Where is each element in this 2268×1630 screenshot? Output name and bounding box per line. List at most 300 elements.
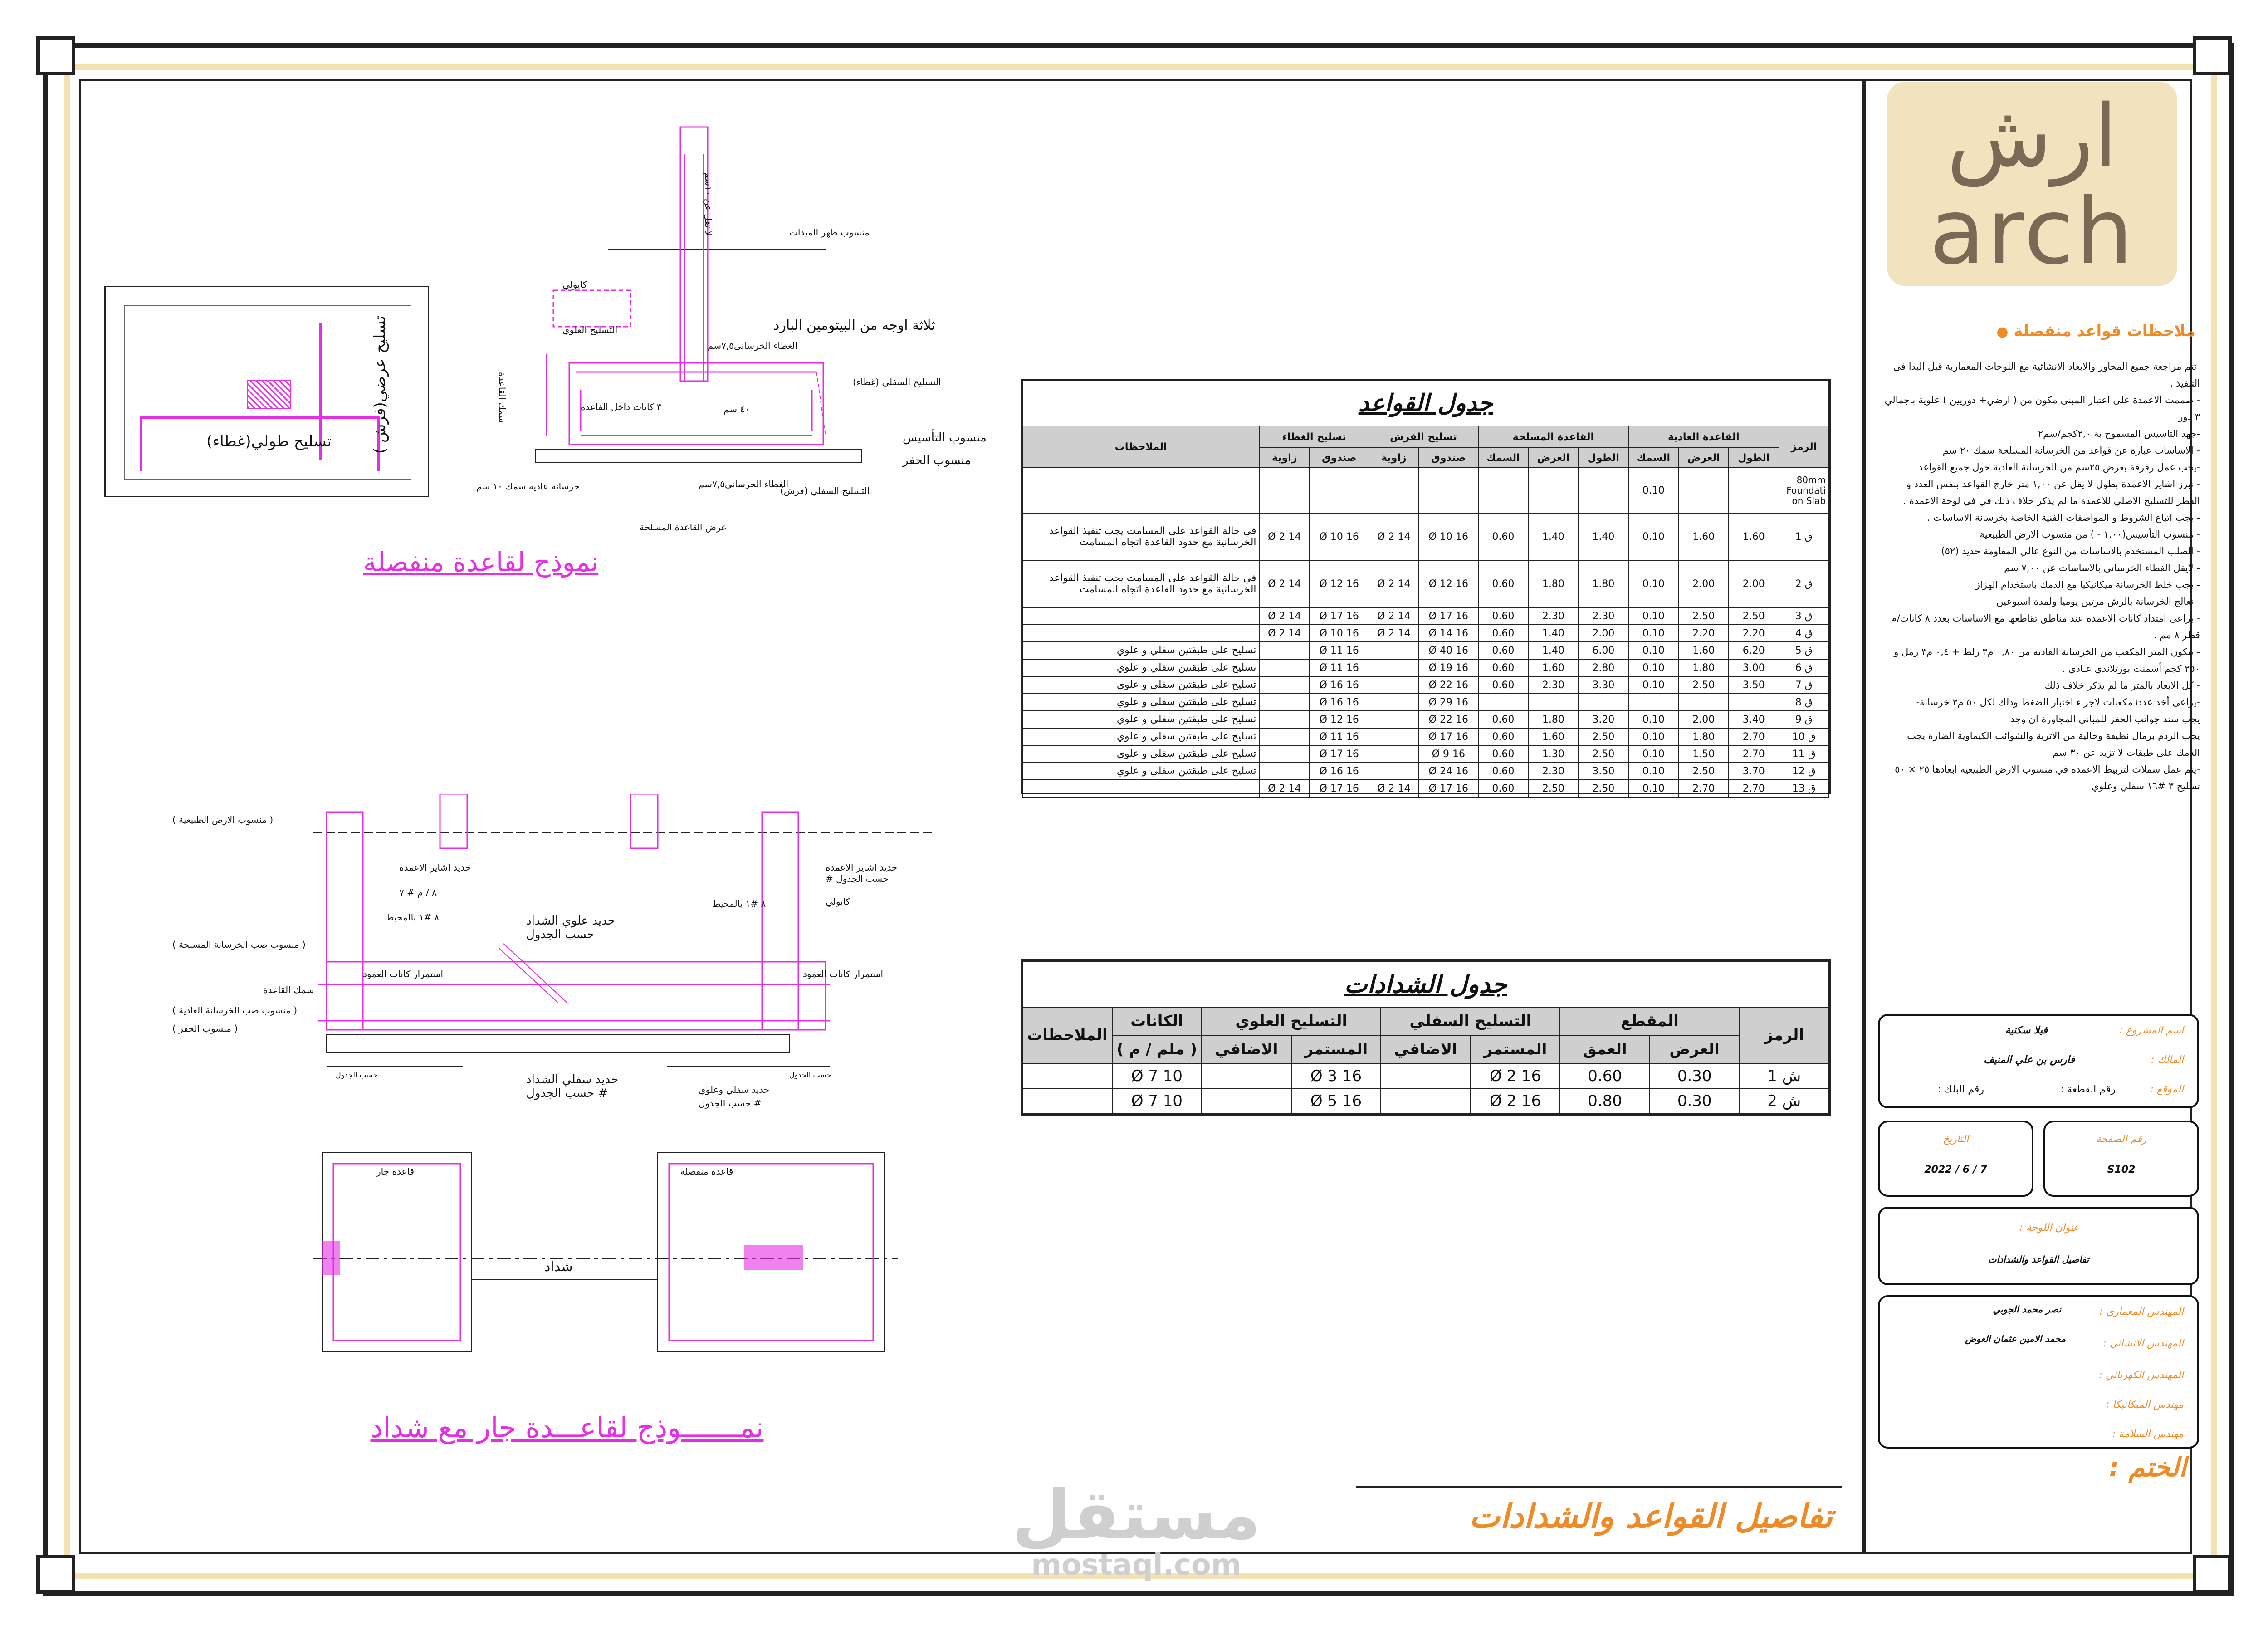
label-no-less: لا تقل عن ١٠سم <box>703 172 714 236</box>
notes-title: ملاحظات قواعد منفصلة ● <box>1996 322 2195 340</box>
table-cell: 2.70 <box>1729 780 1779 797</box>
note-item: - صممت الاعمدة على اعتبار المبنى مكون من ( ارضي+ دوريين ) علوية باجمالي ٣ دور <box>1884 395 2200 422</box>
plot-label: رقم القطعة : <box>2060 1084 2116 1095</box>
date-box <box>1878 1121 2033 1197</box>
table-cell: 2.70 <box>1729 728 1779 745</box>
table-cell: 0.10 <box>1628 468 1678 513</box>
table-row <box>1022 1063 1829 1088</box>
table-cell: 16 Ø 10 <box>1310 625 1369 642</box>
table-cell: 2.00 <box>1679 560 1729 607</box>
table-cell <box>1260 642 1310 659</box>
table-cell: 0.10 <box>1628 659 1678 676</box>
table-cell: 0.60 <box>1478 642 1528 659</box>
label-peri: ٨ #١ بالمحيط <box>386 912 440 923</box>
table-cell: 2.50 <box>1729 607 1779 625</box>
watermark-latin: mostaql.com <box>1031 1548 1242 1582</box>
table-cell: 3.50 <box>1579 763 1628 780</box>
table-cell: 2.70 <box>1729 745 1779 763</box>
table-cell: 2.50 <box>1679 763 1729 780</box>
ties-grid <box>1022 961 1829 1114</box>
table-cell <box>1022 625 1260 642</box>
table-row <box>1022 728 1829 745</box>
table-cell: 3.50 <box>1729 676 1779 694</box>
note-item: -يتم عمل سملات لتربيط الاعمدة في منسوب الارض الطبيعية ابعادها ٢٥ × ٥٠ تسليح ٣ #١٦ سفلي وعلوي <box>1895 764 2200 792</box>
table-cell: 16 Ø 17 <box>1310 745 1369 763</box>
page-label: رقم الصفحة <box>2096 1134 2147 1145</box>
label-bitumen: ثلاثة اوجه من البيتومين البارد <box>773 318 935 333</box>
table-cell: 3.00 <box>1729 659 1779 676</box>
table-cell: تسليح على طبقتين سفلي و علوي <box>1022 694 1260 711</box>
table-cell: 1.60 <box>1528 659 1578 676</box>
mech-label: مهندس الميكانيكا : <box>2106 1399 2184 1410</box>
label-starter2: حديد اشاير الاعمدة <box>826 862 898 873</box>
label-thickness: سمك القاعدة <box>497 372 508 423</box>
table-cell: 14 Ø 2 <box>1369 780 1419 797</box>
isolated-footing-plan <box>104 286 429 497</box>
table-cell: 14 Ø 2 <box>1369 513 1419 560</box>
table-cell <box>1260 728 1310 745</box>
label-bottom-rft2: التسليح السفلي (فرش) <box>780 485 870 496</box>
table-cell <box>1381 1089 1471 1114</box>
table-cell: 14 Ø 2 <box>1260 780 1310 797</box>
note-item: - يجب اتباع الشروط و المواصفات الفنية الخاصة بخرسانة الاساسات . <box>1927 512 2200 523</box>
sheet-title-box <box>1878 1207 2199 1285</box>
table-cell: 16 Ø 11 <box>1310 728 1369 745</box>
table-cell: تسليح على طبقتين سفلي و علوي <box>1022 659 1260 676</box>
table-cell <box>1369 642 1419 659</box>
watermark <box>989 1476 1284 1582</box>
table-cell: 0.60 <box>1478 625 1528 642</box>
sub-header: الاضافي <box>1381 1035 1471 1063</box>
table-cell <box>1369 468 1419 513</box>
table-cell <box>1369 763 1419 780</box>
table-cell: تسليح على طبقتين سفلي و علوي <box>1022 745 1260 763</box>
table-cell <box>1369 745 1419 763</box>
table-cell: 3.30 <box>1579 676 1628 694</box>
sub-header: زاوية <box>1260 448 1310 468</box>
sub-header: المستمر <box>1471 1035 1560 1063</box>
title-block-separator <box>1862 79 1866 1554</box>
table-row <box>1022 676 1829 694</box>
table-cell: ق 10 <box>1779 728 1829 745</box>
table-cell <box>1022 607 1260 625</box>
table-cell <box>1369 728 1419 745</box>
stamp-label: الختم : <box>2109 1452 2186 1483</box>
footings-grid <box>1022 380 1829 798</box>
arch-label: المهندس المعماري : <box>2099 1306 2184 1317</box>
elec-label: المهندس الكهربائي : <box>2099 1370 2184 1381</box>
table-cell: 1.40 <box>1528 513 1578 560</box>
table-row <box>1022 1089 1829 1114</box>
table-cell <box>1729 468 1779 513</box>
table-cell: 0.60 <box>1478 780 1528 797</box>
table-cell <box>1419 468 1478 513</box>
label-dig-level: منسوب الحفر <box>903 454 971 467</box>
table-cell: ق 3 <box>1779 607 1829 625</box>
table-cell: ش 2 <box>1739 1089 1829 1114</box>
table-cell: 2.00 <box>1579 625 1628 642</box>
table-cell <box>1369 694 1419 711</box>
col-bottom-rft: تسليح الفرش <box>1369 426 1478 448</box>
table-row <box>1022 711 1829 728</box>
page-number-box <box>2043 1121 2199 1197</box>
table-cell: تسليح على طبقتين سفلي و علوي <box>1022 676 1260 694</box>
table-cell: 0.60 <box>1478 763 1528 780</box>
table-cell <box>1528 468 1578 513</box>
table-cell: 2.50 <box>1679 676 1729 694</box>
label-cont-left: استمرار كانات العمود <box>363 969 444 979</box>
label-cont-right: استمرار كانات العمود <box>803 969 884 979</box>
sub-header: صندوق <box>1419 448 1478 468</box>
table-cell: 16 Ø 14 <box>1419 625 1478 642</box>
table-cell <box>1478 468 1528 513</box>
corner-ornament <box>2193 1555 2232 1594</box>
table-cell <box>1260 676 1310 694</box>
col-plain-footing: القاعدة العادية <box>1628 426 1779 448</box>
label-starter: حديد اشاير الاعمدة <box>399 862 471 873</box>
table-cell: ق 5 <box>1779 642 1829 659</box>
note-item: - يتكون المتر المكعب من الخرسانة العاديه من ٠,٨٠ م٣ زلط + ٠,٤ م٣ رمل و ٢٥٠ كجم أسمنت بورتلاندي عـادي . <box>1894 646 2200 674</box>
table-cell: 1.80 <box>1528 711 1578 728</box>
col-rc-footing: القاعدة المسلحة <box>1478 426 1628 448</box>
table-cell: 14 Ø 2 <box>1260 607 1310 625</box>
table-cell: 16 Ø 10 <box>1419 513 1478 560</box>
table-cell: 16 Ø 22 <box>1419 711 1478 728</box>
col-notes: الملاحظات <box>1022 426 1260 468</box>
table-cell <box>1679 694 1729 711</box>
table-cell: 2.50 <box>1679 607 1729 625</box>
label-natural: ( منسوب الارض الطبيعية ) <box>172 814 274 825</box>
table-cell <box>1528 694 1578 711</box>
table-cell <box>1579 694 1628 711</box>
table-row <box>1022 745 1829 763</box>
note-item: - يجب خلط الخرسانة ميكانيكيا مع الدمك باستخدام الهزاز <box>1975 579 2200 590</box>
label-forty: ٤٠ سم <box>723 404 750 415</box>
date-label: التاريخ <box>1942 1134 1969 1145</box>
table-cell: 14 Ø 2 <box>1369 625 1419 642</box>
col-bottom: التسليح السفلي <box>1381 1007 1560 1035</box>
note-item: -يراعى أخذ عدد٦مكعبات لاجراء اختبار الضغط وذلك لكل ٥٠ م٣ خرسانة- <box>1916 697 2200 708</box>
table-cell: 0.10 <box>1628 513 1678 560</box>
table-cell <box>1022 1063 1112 1088</box>
table-cell: ق 12 <box>1779 763 1829 780</box>
page-value: S102 <box>2107 1164 2136 1175</box>
note-item: -يجب عمل رفرفة بعرض ٢٥سم من الخرسانة العادية حول جميع القواعد <box>1918 462 2200 473</box>
table-cell <box>1310 468 1369 513</box>
table-cell <box>1202 1063 1291 1088</box>
label-tie-bottom: حديد سفلي الشداد <box>526 1073 619 1087</box>
table-cell <box>1579 468 1628 513</box>
table-cell: 0.10 <box>1628 780 1678 797</box>
sub-header: الطول <box>1729 448 1779 468</box>
note-item: - كل الابعاد بالمتر ما لم يذكر خلاف ذلك <box>2044 680 2200 691</box>
note-item: -جهد التاسيس المسموح بة ٢,٠كجم/سم٢ <box>2038 428 2200 439</box>
sub-header: الاضافي <box>1202 1035 1291 1063</box>
table-cell: 16 Ø 16 <box>1310 676 1369 694</box>
table-cell: 16 Ø 5 <box>1291 1089 1381 1114</box>
table-cell: 80mm Foundati on Slab <box>1779 468 1829 513</box>
table-cell: 1.80 <box>1579 560 1628 607</box>
table-cell: 0.60 <box>1478 560 1528 607</box>
table-cell <box>1260 468 1310 513</box>
col-top: التسليح العلوي <box>1202 1007 1381 1035</box>
project-info-box <box>1878 1014 2199 1108</box>
table-cell: 0.60 <box>1478 711 1528 728</box>
table-cell: ق 11 <box>1779 745 1829 763</box>
ties-title: جدول الشدادات <box>1022 961 1829 1007</box>
table-cell: 2.50 <box>1579 745 1628 763</box>
table-cell: 16 Ø 16 <box>1310 694 1369 711</box>
label-cover: الغطاء الخرسانى٧,٥سم <box>708 340 798 351</box>
table-cell <box>1022 1089 1112 1114</box>
table-cell: تسليح على طبقتين سفلي و علوي <box>1022 763 1260 780</box>
table-cell: تسليح على طبقتين سفلي و علوي <box>1022 642 1260 659</box>
label-top-rft: التسليح العلوي <box>562 324 618 335</box>
table-cell: 14 Ø 2 <box>1260 625 1310 642</box>
table-cell: 2.70 <box>1679 780 1729 797</box>
table-cell: 16 Ø 2 <box>1471 1063 1560 1088</box>
label-found-level: منسوب التأسيس <box>903 431 987 445</box>
table-cell: ق 2 <box>1779 560 1829 607</box>
table-cell <box>1202 1089 1291 1114</box>
table-cell: 1.60 <box>1679 642 1729 659</box>
table-cell: 0.30 <box>1650 1063 1740 1088</box>
column-hatch <box>247 380 291 409</box>
note-item: - لايقل الغطاء الخرساني بالاساسات عن ٧,٠٠ سم <box>2004 563 2200 573</box>
table-cell: ق 9 <box>1779 711 1829 728</box>
label-per-table2: حسب الجدول <box>526 928 595 941</box>
col-symbol: الرمز <box>1739 1007 1829 1064</box>
table-cell: 16 Ø 24 <box>1419 763 1478 780</box>
table-cell: 0.80 <box>1560 1089 1650 1114</box>
table-cell <box>1729 694 1779 711</box>
sub-header: الطول <box>1579 448 1628 468</box>
table-cell: 1.30 <box>1528 745 1578 763</box>
table-cell: 2.50 <box>1528 780 1578 797</box>
table-cell <box>1260 745 1310 763</box>
table-cell: 16 Ø 11 <box>1310 642 1369 659</box>
table-cell <box>1369 676 1419 694</box>
label-bottom-rft: التسليح السفلي (غطاء) <box>853 377 941 387</box>
label-per-table4: # حسب الجدول <box>699 1098 762 1109</box>
table-cell: 16 Ø 11 <box>1310 659 1369 676</box>
owner-value: فارس بن علي المنيف <box>1984 1054 2075 1066</box>
label-per-table3: # حسب الجدول <box>526 1087 608 1100</box>
sheet-title-underline <box>1356 1486 1842 1488</box>
table-cell: 14 Ø 2 <box>1260 560 1310 607</box>
table-cell: 1.80 <box>1679 728 1729 745</box>
table-cell: 1.80 <box>1528 560 1578 607</box>
table-cell: 2.00 <box>1729 560 1779 607</box>
table-cell: 1.40 <box>1528 625 1578 642</box>
isolated-footing-title: نموذج لقاعدة منفصلة <box>363 547 599 578</box>
sub-header: السمك <box>1628 448 1678 468</box>
label-dig: ( منسوب الحفر ) <box>172 1023 238 1034</box>
table-cell <box>1260 763 1310 780</box>
table-cell: 2.30 <box>1579 607 1628 625</box>
table-cell: ق 13 <box>1779 780 1829 797</box>
note-item: - منسوب التأسيس(١,٠٠ - ) من منسوب الارض الطبيعية <box>1980 529 2200 540</box>
table-cell: 16 Ø 2 <box>1471 1089 1560 1114</box>
table-cell: 3.20 <box>1579 711 1628 728</box>
label-bottom-top: حديد سفلي وعلوي <box>699 1084 770 1095</box>
logo <box>1887 82 2177 286</box>
label-by-table-left: حسب الجدول <box>336 1071 378 1079</box>
table-cell: 0.10 <box>1628 560 1678 607</box>
table-cell: 0.60 <box>1478 607 1528 625</box>
sheet-value: تفاصيل القواعد والشدادات <box>1988 1254 2089 1265</box>
label-tie: شداد <box>544 1259 573 1275</box>
engineers-box <box>1878 1295 2199 1449</box>
label-footing-width: عرض القاعدة المسلحة <box>640 522 727 533</box>
table-cell: 0.60 <box>1478 513 1528 560</box>
table-cell: 16 Ø 3 <box>1291 1063 1381 1088</box>
struct-value: محمد الامين عثمان العوض <box>1965 1333 2066 1344</box>
watermark-arabic: مستقل <box>1012 1476 1261 1555</box>
table-cell: 3.40 <box>1729 711 1779 728</box>
label-m8: ٨ / م # ٧ <box>399 887 437 898</box>
label-ground: منسوب ظهر الميدات <box>789 227 870 238</box>
ties-table <box>1021 959 1831 1116</box>
table-cell <box>1628 694 1678 711</box>
table-row <box>1022 780 1829 797</box>
plan-cross-label: تسليح عرضي(فرش ) <box>371 315 389 454</box>
owner-label: المالك : <box>2151 1054 2184 1066</box>
table-cell: 16 Ø 9 <box>1419 745 1478 763</box>
table-cell: 16 Ø 40 <box>1419 642 1478 659</box>
col-top-rft: تسليح الغطاء <box>1260 426 1369 448</box>
label-rc-level: ( منسوب صب الخرسانة المسلحة ) <box>172 939 306 950</box>
label-kaboli2: كابولي <box>826 896 850 907</box>
sheet-label: عنوان اللوحة : <box>2019 1222 2079 1234</box>
table-row <box>1022 694 1829 711</box>
sub-header: العرض <box>1528 448 1578 468</box>
sub-header: السمك <box>1478 448 1528 468</box>
arch-value: نصر محمد الجوبي <box>1993 1304 2061 1315</box>
label-thickness2: سمك القاعدة <box>263 984 314 995</box>
table-cell <box>1260 659 1310 676</box>
table-cell <box>1478 694 1528 711</box>
table-cell: في حالة القواعد على المسامت يجب تنفيذ القواعد الخرسانية مع حدود القاعدة اتجاه المسامت <box>1022 560 1260 607</box>
table-cell: 0.10 <box>1628 625 1678 642</box>
table-cell: 16 Ø 12 <box>1419 560 1478 607</box>
label-isolated: قاعدة منفصلة <box>680 1166 733 1177</box>
table-cell: 2.20 <box>1729 625 1779 642</box>
table-cell: 1.60 <box>1528 728 1578 745</box>
note-item: - الصلب المستخدم بالاساسات من النوع عالي المقاومة حديد (٥٢) <box>1941 546 2200 557</box>
note-item: - تعالج الخرسانة بالرش مرتين يوميا ولمدة اسبوعين <box>1996 596 2200 607</box>
table-cell: 2.80 <box>1579 659 1628 676</box>
block-label: رقم البلك : <box>1937 1084 1984 1095</box>
table-cell: 16 Ø 10 <box>1310 513 1369 560</box>
table-row <box>1022 468 1829 513</box>
note-item: - الاساسات عبارة عن قواعد من الخرسانة المسلحة سمك ٢٠ سم <box>1942 445 2200 456</box>
note-item: يجب سند جوانب الحفر للمباني المجاورة ان وجد <box>2010 714 2200 724</box>
table-cell: 0.10 <box>1628 607 1678 625</box>
table-cell: 16 Ø 16 <box>1310 763 1369 780</box>
corner-ornament <box>2193 36 2232 75</box>
label-neighbour: قاعدة جار <box>376 1166 415 1177</box>
table-cell: 0.60 <box>1478 728 1528 745</box>
table-cell: 14 Ø 2 <box>1369 560 1419 607</box>
table-cell <box>1369 711 1419 728</box>
sub-header: العمق <box>1560 1035 1650 1063</box>
note-item: - تبرز اشاير الاعمدة بطول لا يقل عن ١,٠٠ متر خارج القواعد بنفس العدد و القطر للتسليح الاصلي للاعمدة ما لم يذكر خلاف ذلك في في لوحة الاعمدة . <box>1903 479 2200 506</box>
label-plain-concrete: خرسانة عادية سمك ١٠ سم <box>476 481 580 492</box>
logo-latin: arch <box>1929 179 2135 285</box>
sheet-title: تفاصيل القواعد والشدادات <box>1469 1497 1833 1535</box>
table-cell: ق 8 <box>1779 694 1829 711</box>
table-cell: 14 Ø 2 <box>1260 513 1310 560</box>
table-cell: 0.60 <box>1478 745 1528 763</box>
table-cell: ش 1 <box>1739 1063 1829 1088</box>
table-cell: 14 Ø 2 <box>1369 607 1419 625</box>
table-cell: 1.40 <box>1528 642 1578 659</box>
sub-header: العرض <box>1679 448 1729 468</box>
corner-ornament <box>36 36 75 75</box>
sub-header: ( ملم / م ) <box>1112 1035 1202 1063</box>
table-cell: 10 Ø 7 <box>1112 1089 1202 1114</box>
label-bottom-cover: الغطاء الخرسانى٧,٥سم <box>699 479 789 489</box>
footings-title: جدول القواعد <box>1022 381 1829 426</box>
col-section: المقطع <box>1560 1007 1739 1035</box>
table-cell: 16 Ø 12 <box>1310 711 1369 728</box>
note-item: -تتم مراجعة جميع المحاور والابعاد الانشائية مع اللوحات المعمارية قبل البدا في التنفيذ . <box>1893 361 2200 389</box>
sub-header: العرض <box>1650 1035 1740 1063</box>
label-stirrups: ٣ كانات داخل القاعدة <box>581 401 662 412</box>
table-cell: 16 Ø 12 <box>1310 560 1369 607</box>
table-cell: 0.60 <box>1560 1063 1650 1088</box>
table-row <box>1022 513 1829 560</box>
table-cell: 16 Ø 22 <box>1419 676 1478 694</box>
table-cell <box>1679 468 1729 513</box>
table-cell: 0.30 <box>1650 1089 1740 1114</box>
table-cell: 0.10 <box>1628 676 1678 694</box>
note-item: - يراعى امتداد كانات الاعمده عند مناطق تقاطعها مع الاساسات بعدد ٨ كانات/م قطر ٨ مم . <box>1891 613 2200 641</box>
table-cell: 1.60 <box>1729 513 1779 560</box>
table-cell: 0.60 <box>1478 676 1528 694</box>
table-cell: 16 Ø 17 <box>1419 728 1478 745</box>
table-row <box>1022 625 1829 642</box>
table-row <box>1022 607 1829 625</box>
logo-arabic: ارش <box>1946 86 2118 186</box>
table-cell: 2.20 <box>1679 625 1729 642</box>
plan-long-label: تسليح طولي(غطاء) <box>206 432 332 450</box>
label-peri2: ٨ #١ بالمحيط <box>712 898 766 909</box>
table-cell: 6.00 <box>1579 642 1628 659</box>
safety-label: مهندس السلامة : <box>2112 1429 2184 1440</box>
table-cell: ق 7 <box>1779 676 1829 694</box>
table-cell: 0.10 <box>1628 763 1678 780</box>
col-notes: الملاحظات <box>1022 1007 1112 1064</box>
table-cell: 2.30 <box>1528 763 1578 780</box>
table-row <box>1022 642 1829 659</box>
sub-header: المستمر <box>1291 1035 1381 1063</box>
table-cell: 0.10 <box>1628 642 1678 659</box>
table-cell: 10 Ø 7 <box>1112 1063 1202 1088</box>
table-row <box>1022 560 1829 607</box>
table-cell: 6.20 <box>1729 642 1779 659</box>
table-cell: 2.30 <box>1528 607 1578 625</box>
table-cell: 16 Ø 17 <box>1419 607 1478 625</box>
table-cell: 0.10 <box>1628 711 1678 728</box>
table-cell <box>1369 659 1419 676</box>
table-cell: 16 Ø 17 <box>1310 607 1369 625</box>
table-cell: تسليح على طبقتين سفلي و علوي <box>1022 728 1260 745</box>
table-cell <box>1022 468 1260 513</box>
table-cell: ق 6 <box>1779 659 1829 676</box>
project-value: فيلا سكنية <box>2005 1025 2048 1036</box>
